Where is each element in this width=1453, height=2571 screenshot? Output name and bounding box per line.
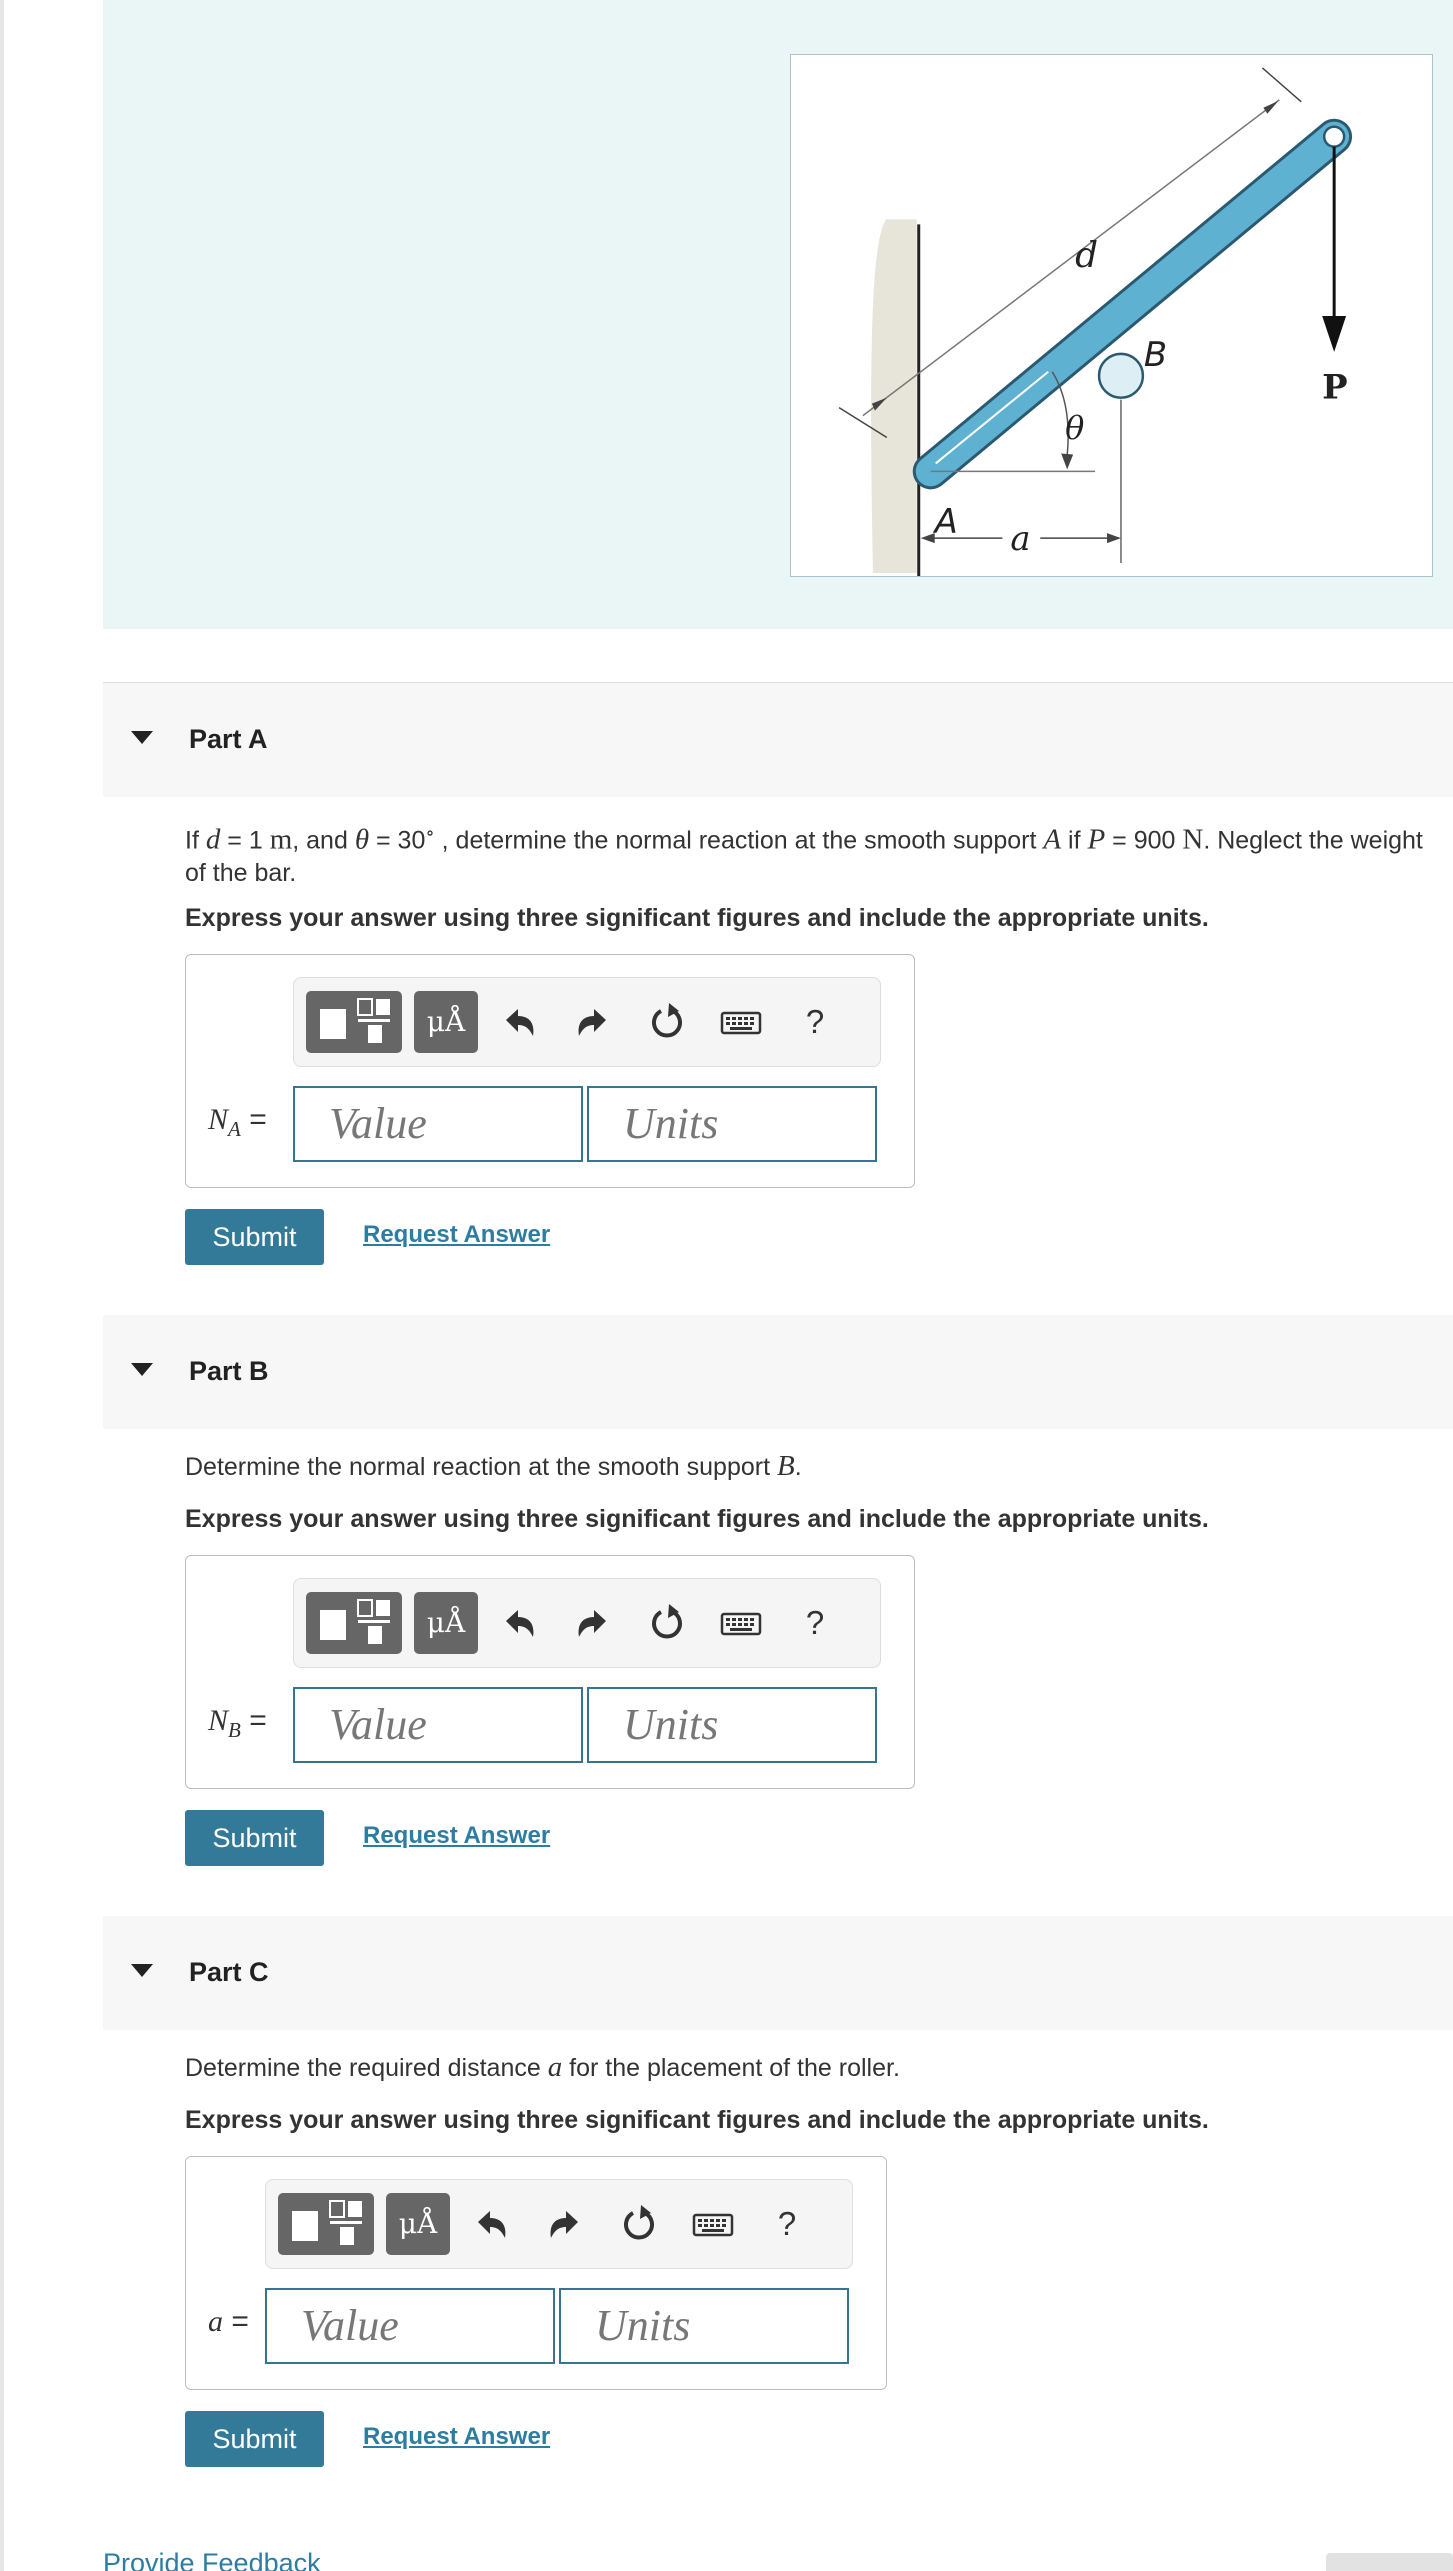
prompt-text: if	[1061, 826, 1088, 855]
prompt-text: , and	[292, 826, 355, 855]
part-b-title: Part B	[189, 1356, 269, 1386]
part-a-answer-box	[185, 954, 915, 1188]
part-c-title: Part C	[189, 1957, 269, 1987]
value-input[interactable]: Value	[265, 2288, 555, 2364]
keyboard-icon[interactable]	[716, 996, 766, 1048]
prompt-text: If	[185, 826, 206, 855]
prompt-text: .	[794, 1453, 802, 1481]
roller-b	[1099, 354, 1143, 398]
units-symbol-button[interactable]: μÅ	[414, 1592, 478, 1654]
help-button[interactable]: ?	[805, 1604, 825, 1641]
variable-label-a	[208, 2305, 249, 2339]
reset-icon[interactable]	[614, 2198, 664, 2250]
part-b-request-answer-link[interactable]: Request Answer	[363, 1822, 551, 1849]
math-toolbar	[293, 977, 881, 1067]
collapse-caret-icon[interactable]	[131, 1363, 153, 1376]
prompt-text: Determine the normal reaction at the smooth support	[185, 1453, 777, 1481]
part-a-title: Part A	[189, 724, 268, 754]
collapse-caret-icon[interactable]	[131, 1964, 153, 1977]
part-a-request-answer-link[interactable]: Request Answer	[363, 1221, 551, 1248]
part-c-request-answer-link[interactable]: Request Answer	[363, 2423, 551, 2450]
variable-main: N	[208, 1103, 229, 1136]
part-a-submit-button[interactable]: Submit	[185, 1209, 324, 1265]
equals-sign: =	[249, 1704, 267, 1737]
units-symbol-button[interactable]: μÅ	[386, 2193, 450, 2255]
wall-shadow	[871, 219, 917, 573]
value-input[interactable]: Value	[293, 1687, 583, 1763]
math-theta: θ	[354, 823, 370, 856]
part-b-submit-button[interactable]: Submit	[185, 1810, 324, 1866]
next-button[interactable]	[1326, 2553, 1453, 2571]
bar-centerline	[936, 372, 1049, 464]
undo-icon[interactable]	[494, 1597, 544, 1649]
label-d: d	[1075, 235, 1099, 277]
collapse-caret-icon[interactable]	[131, 731, 153, 744]
part-c-prompt	[185, 2051, 1435, 2085]
units-input[interactable]: Units	[559, 2288, 849, 2364]
math-d: d	[205, 823, 221, 856]
part-a-prompt	[185, 817, 1435, 890]
part-b-prompt	[185, 1450, 1435, 1484]
prompt-text: = 900	[1105, 826, 1183, 855]
provide-feedback-link[interactable]: Provide Feedback	[103, 2548, 321, 2571]
label-b: B	[1143, 334, 1168, 374]
part-a-header[interactable]	[103, 683, 1453, 797]
math-a: A	[1043, 823, 1062, 856]
variable-label-na	[208, 1103, 267, 1142]
variable-main: a	[208, 2305, 223, 2338]
label-theta: θ	[1065, 408, 1085, 447]
label-p: P	[1322, 366, 1348, 407]
part-b-header[interactable]	[103, 1315, 1453, 1429]
part-a-instruction: Express your answer using three significant figures and include the appropriate units.	[185, 904, 1209, 932]
problem-figure	[790, 54, 1433, 577]
templates-icon[interactable]	[278, 2193, 374, 2255]
equals-sign: =	[231, 2305, 249, 2338]
part-c-instruction: Express your answer using three significant figures and include the appropriate units.	[185, 2106, 1209, 2134]
label-a-point: A	[934, 502, 958, 542]
math-p: P	[1087, 823, 1106, 856]
math-unit-n: N	[1182, 823, 1204, 856]
math-degree: ∘	[425, 823, 435, 844]
undo-icon[interactable]	[466, 2198, 516, 2250]
variable-subscript: B	[228, 1718, 241, 1742]
value-input[interactable]: Value	[293, 1086, 583, 1162]
help-button[interactable]: ?	[777, 2205, 797, 2242]
prompt-text: . Neglect the weight of the bar.	[185, 826, 1423, 888]
units-input[interactable]: Units	[587, 1086, 877, 1162]
part-c-submit-button[interactable]: Submit	[185, 2411, 324, 2467]
math-a: a	[547, 2051, 563, 2083]
units-input[interactable]: Units	[587, 1687, 877, 1763]
left-border	[0, 0, 4, 2571]
math-toolbar	[265, 2179, 853, 2269]
part-c-answer-box	[185, 2156, 887, 2390]
help-button[interactable]: ?	[805, 1003, 825, 1040]
variable-subscript: A	[228, 1117, 241, 1141]
variable-main: N	[208, 1704, 229, 1737]
force-p-arrow	[1322, 316, 1346, 352]
dimension-arrow-a-right	[1107, 533, 1121, 543]
bar	[931, 137, 1334, 472]
templates-icon[interactable]	[306, 1592, 402, 1654]
prompt-text: Determine the required distance	[185, 2054, 548, 2082]
keyboard-icon[interactable]	[688, 2198, 738, 2250]
reset-icon[interactable]	[642, 1597, 692, 1649]
part-c-header[interactable]	[103, 1916, 1453, 2030]
redo-icon[interactable]	[568, 1597, 618, 1649]
math-toolbar	[293, 1578, 881, 1668]
bar-diagram	[791, 55, 1432, 576]
prompt-text: , determine the normal reaction at the smooth support	[434, 826, 1044, 855]
keyboard-icon[interactable]	[716, 1597, 766, 1649]
variable-label-nb	[208, 1704, 267, 1743]
bar-end-pin	[1324, 127, 1344, 147]
angle-arrow	[1061, 453, 1073, 469]
dimension-arrow-d-end	[1263, 101, 1278, 114]
units-symbol-button[interactable]: μÅ	[414, 991, 478, 1053]
math-unit-m: m	[269, 823, 293, 856]
prompt-text: for the placement of the roller.	[562, 2054, 900, 2082]
equals-sign: =	[249, 1103, 267, 1136]
label-a-dimension: a	[1010, 519, 1031, 559]
part-b-answer-box	[185, 1555, 915, 1789]
dimension-tick-d-end	[1262, 68, 1301, 102]
redo-icon[interactable]	[540, 2198, 590, 2250]
redo-icon[interactable]	[568, 996, 618, 1048]
math-b: B	[776, 1450, 795, 1482]
prompt-text: = 1	[220, 826, 270, 855]
dimension-arrow-a-left	[921, 533, 935, 543]
part-b-instruction: Express your answer using three significant figures and include the appropriate units.	[185, 1505, 1209, 1533]
reset-icon[interactable]	[642, 996, 692, 1048]
undo-icon[interactable]	[494, 996, 544, 1048]
templates-icon[interactable]	[306, 991, 402, 1053]
prompt-text: = 30	[369, 826, 426, 855]
